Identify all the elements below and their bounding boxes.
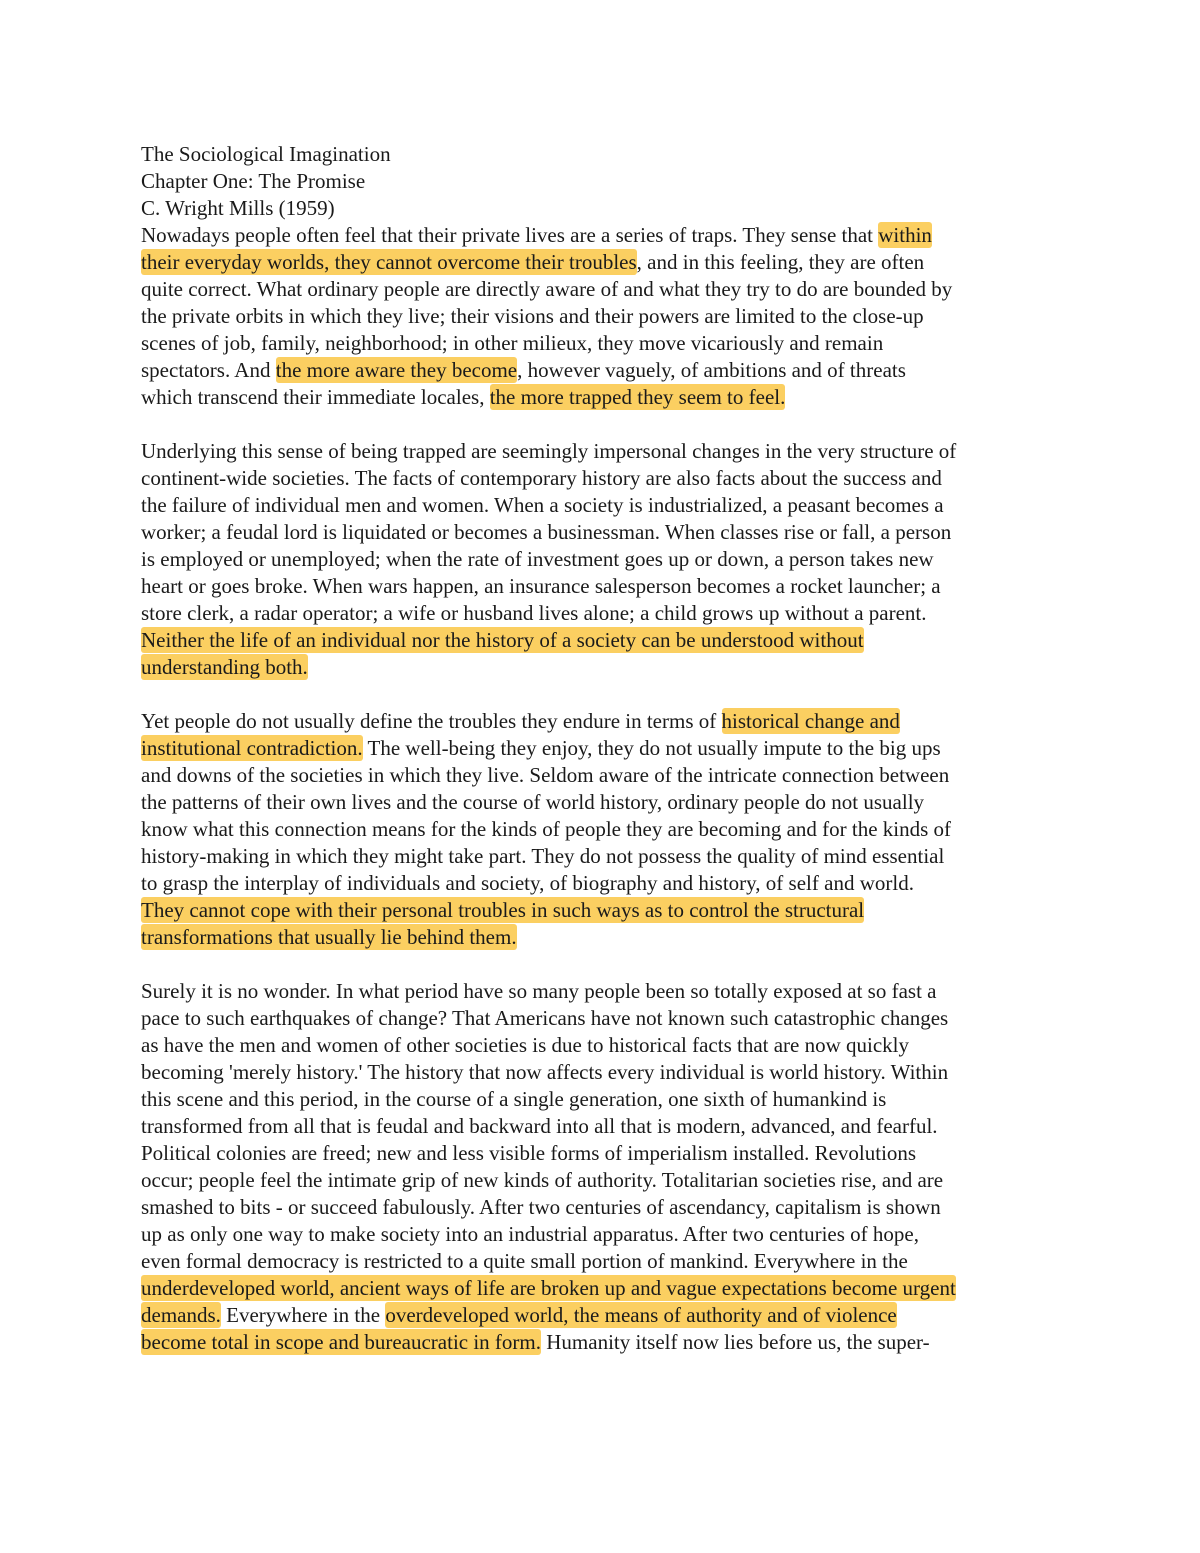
text-line [141,1059,1076,1086]
paragraph-break [141,951,1076,978]
text-line [141,222,1076,249]
text-line [141,276,1076,303]
text-segment: pace to such earthquakes of change? That Americans have not known such catastrophic changes [141,1006,949,1030]
highlighted-text: become total in scope and bureaucratic in form. [141,1330,542,1354]
text-segment: continent-wide societies. The facts of contemporary history are also facts about the success and [141,466,942,490]
text-segment: up as only one way to make society into an industrial apparatus. After two centuries of hope, [141,1222,919,1246]
text-segment: Underlying this sense of being trapped are seemingly impersonal changes in the very structure of [141,439,957,463]
text-segment: spectators. And [141,358,276,382]
text-line [141,1302,1076,1329]
text-line [141,1167,1076,1194]
text-segment: , however vaguely, of ambitions and of threats [517,358,906,382]
text-line [141,1032,1076,1059]
text-line [141,897,1076,924]
text-segment: scenes of job, family, neighborhood; in other milieux, they move vicariously and remain [141,331,884,355]
text-segment: The well-being they enjoy, they do not usually impute to the big ups [362,736,941,760]
text-segment: Nowadays people often feel that their private lives are a series of traps. They sense that [141,223,879,247]
text-line [141,1275,1076,1302]
highlighted-text: their everyday worlds, they cannot overcome their troubles [141,250,637,274]
text-line [141,1329,1076,1356]
text-line [141,978,1076,1005]
text-line [141,735,1076,762]
highlighted-text: the more trapped they seem to feel. [489,385,786,409]
text-segment: Surely it is no wonder. In what period have so many people been so totally exposed at so fast a [141,979,937,1003]
text-line [141,600,1076,627]
highlighted-text: Neither the life of an individual nor the history of a society can be understood without [141,628,864,652]
text-segment: this scene and this period, in the course of a single generation, one sixth of humankind is [141,1087,887,1111]
text-segment: as have the men and women of other societies is due to historical facts that are now quickly [141,1033,910,1057]
text-segment: heart or goes broke. When wars happen, an insurance salesperson becomes a rocket launcher; a [141,574,941,598]
text-line [141,843,1076,870]
text-line [141,1140,1076,1167]
text-segment: and downs of the societies in which they live. Seldom aware of the intricate connection between [141,763,950,787]
text-line [141,1086,1076,1113]
highlighted-text: understanding both. [141,655,308,679]
text-segment: even formal democracy is restricted to a quite small portion of mankind. Everywhere in the [141,1249,908,1273]
text-segment: worker; a feudal lord is liquidated or becomes a businessman. When classes rise or fall, a person [141,520,952,544]
highlighted-text: overdeveloped world, the means of authority and of violence [385,1303,897,1327]
text-line [141,789,1076,816]
text-line [141,708,1076,735]
text-segment: the private orbits in which they live; their visions and their powers are limited to the close-up [141,304,924,328]
highlighted-text: demands. [141,1303,221,1327]
highlighted-text: historical change and [721,709,900,733]
text-line [141,1194,1076,1221]
body-text [141,222,1076,1356]
text-line [141,762,1076,789]
highlighted-text: transformations that usually lie behind them. [141,925,517,949]
highlighted-text: within [878,223,932,247]
text-line [141,816,1076,843]
text-line [141,438,1076,465]
text-segment: Everywhere in the [220,1303,386,1327]
text-segment: know what this connection means for the kinds of people they are becoming and for the kinds of [141,817,952,841]
text-segment: occur; people feel the intimate grip of new kinds of authority. Totalitarian societies rise, and are [141,1168,944,1192]
text-line [141,1113,1076,1140]
text-segment: smashed to bits - or succeed fabulously. After two centuries of ascendancy, capitalism is shown [141,1195,941,1219]
paragraph-break [141,411,1076,438]
text-line [141,870,1076,897]
text-segment: the failure of individual men and women. When a society is industrialized, a peasant becomes a [141,493,944,517]
text-line [141,1248,1076,1275]
text-line [141,492,1076,519]
text-line [141,303,1076,330]
text-line [141,573,1076,600]
text-segment: which transcend their immediate locales, [141,385,490,409]
text-segment: Yet people do not usually define the troubles they endure in terms of [141,709,722,733]
text-segment: transformed from all that is feudal and backward into all that is modern, advanced, and fearful. [141,1114,938,1138]
text-segment: store clerk, a radar operator; a wife or husband lives alone; a child grows up without a parent. [141,601,927,625]
paragraph-break [141,681,1076,708]
text-segment: Political colonies are freed; new and less visible forms of imperialism installed. Revolutions [141,1141,917,1165]
text-segment: , and in this feeling, they are often [636,250,925,274]
text-line [141,654,1076,681]
text-line [141,924,1076,951]
text-line [141,330,1076,357]
author-line: C. Wright Mills (1959) [141,196,335,220]
highlighted-text: institutional contradiction. [141,736,363,760]
document-title: The Sociological Imagination [141,142,391,166]
text-line [141,384,1076,411]
text-line [141,519,1076,546]
text-segment: history-making in which they might take part. They do not possess the quality of mind essential [141,844,945,868]
document-body [141,141,1076,1356]
text-line [141,546,1076,573]
text-line [141,357,1076,384]
text-line [141,465,1076,492]
text-segment: the patterns of their own lives and the course of world history, ordinary people do not usually [141,790,925,814]
text-line [141,249,1076,276]
highlighted-text: the more aware they become [275,358,518,382]
highlighted-text: They cannot cope with their personal troubles in such ways as to control the structural [141,898,865,922]
text-line [141,1221,1076,1248]
text-segment: is employed or unemployed; when the rate of investment goes up or down, a person takes new [141,547,934,571]
highlighted-text: underdeveloped world, ancient ways of life are broken up and vague expectations become urgent [141,1276,956,1300]
text-segment: to grasp the interplay of individuals and society, of biography and history, of self and world. [141,871,914,895]
text-line [141,627,1076,654]
text-segment: quite correct. What ordinary people are directly aware of and what they try to do are bounded by [141,277,953,301]
text-segment: becoming 'merely history.' The history that now affects every individual is world history. Within [141,1060,949,1084]
chapter-heading: Chapter One: The Promise [141,169,366,193]
text-segment: Humanity itself now lies before us, the super- [541,1330,930,1354]
text-line [141,1005,1076,1032]
